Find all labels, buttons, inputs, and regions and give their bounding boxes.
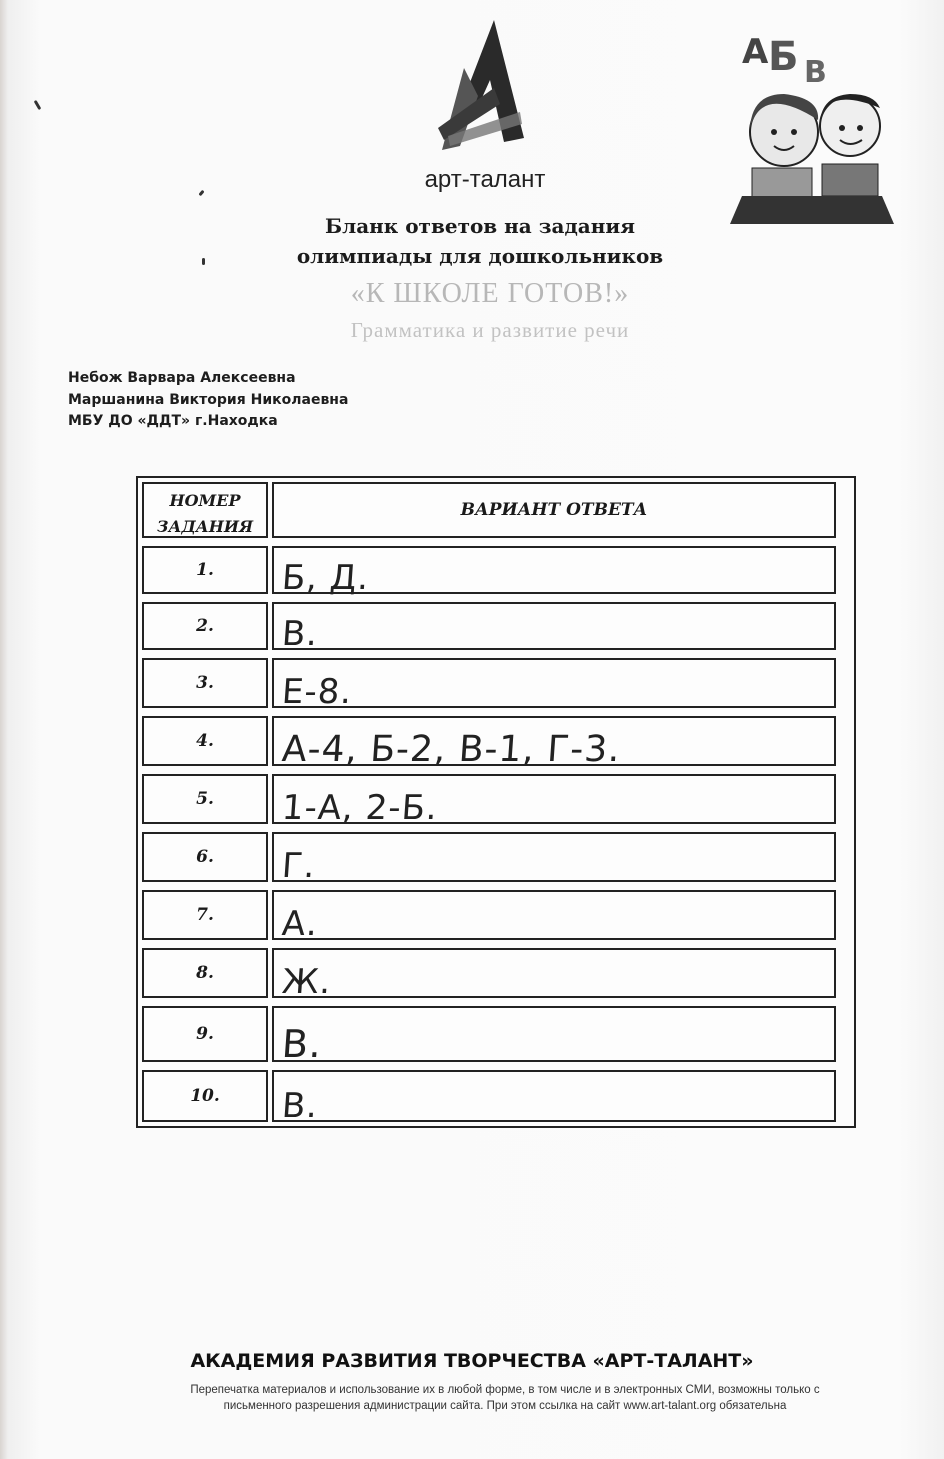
- student-name: Небож Варвара Алексеевна: [68, 370, 296, 386]
- table-row: [138, 542, 854, 598]
- handwritten-answer: В.: [280, 614, 320, 654]
- children-reading-illustration-icon: [722, 28, 897, 228]
- handwritten-answer: Б, Д.: [280, 558, 371, 598]
- svg-text:Б: Б: [768, 34, 799, 80]
- task-number: 5.: [196, 789, 214, 809]
- task-number: 7.: [196, 905, 214, 925]
- brand-name: арт-талант: [424, 166, 546, 193]
- handwritten-answer: Е-8.: [280, 672, 354, 712]
- institution-name: МБУ ДО «ДДТ» г.Находка: [68, 413, 278, 429]
- footer-note-line-2: письменного разрешения администрации сайта. При этом ссылка на сайт www.art-talant.org обязательна: [223, 1400, 787, 1412]
- scan-speck: [34, 100, 42, 110]
- handwritten-answer: В.: [280, 1022, 324, 1066]
- title-line-1: Бланк ответов на задания: [325, 214, 635, 238]
- handwritten-answer: А.: [280, 904, 320, 944]
- table-row: [138, 654, 854, 712]
- table-row: [138, 828, 854, 886]
- handwritten-answer: В.: [280, 1086, 320, 1126]
- footer-copyright-note: [100, 1382, 910, 1414]
- footer-note-line-1: Перепечатка материалов и использование их в любой форме, в том числе и в электронных СМИ, возможны только с: [190, 1384, 820, 1396]
- table-row: [138, 1002, 854, 1066]
- task-number: 8.: [196, 963, 214, 983]
- scan-speck: [202, 258, 205, 265]
- table-row: [138, 886, 854, 944]
- task-number: 10.: [190, 1086, 220, 1106]
- svg-text:В: В: [804, 55, 827, 90]
- task-number: 2.: [196, 616, 214, 636]
- header-number-cell: [142, 482, 268, 538]
- handwritten-answer: Ж.: [280, 962, 333, 1002]
- task-number: 1.: [196, 560, 214, 580]
- table-row: [138, 770, 854, 828]
- scan-speck: [198, 190, 204, 197]
- table-header-row: [138, 478, 854, 542]
- header-answer-cell: [272, 482, 836, 538]
- header-number-label-2: ЗАДАНИЯ: [156, 517, 254, 536]
- task-number: 9.: [196, 1024, 214, 1044]
- table-row: [138, 712, 854, 770]
- handwritten-answer: 1-А, 2-Б.: [280, 788, 440, 828]
- table-row: [138, 1066, 854, 1126]
- table-row: [138, 944, 854, 1002]
- task-number: 6.: [196, 847, 214, 867]
- title-line-2: олимпиады для дошкольников: [296, 244, 664, 268]
- teacher-name: Маршанина Виктория Николаевна: [68, 392, 349, 408]
- olympiad-subject: Грамматика и развитие речи: [350, 318, 630, 342]
- svg-text:A: A: [742, 32, 769, 72]
- handwritten-answer: А-4, Б-2, В-1, Г-3.: [280, 729, 623, 770]
- answer-table: [136, 476, 856, 1128]
- handwritten-answer: Г.: [280, 846, 317, 886]
- header-answer-label: ВАРИАНТ ОТВЕТА: [460, 500, 648, 520]
- art-talant-logo-icon: [434, 20, 530, 150]
- task-number: 3.: [196, 673, 214, 693]
- footer-academy-title: АКАДЕМИЯ РАЗВИТИЯ ТВОРЧЕСТВА «АРТ-ТАЛАНТ»: [190, 1350, 754, 1372]
- header-number-label-1: НОМЕР: [169, 491, 241, 510]
- olympiad-name: «К ШКОЛЕ ГОТОВ!»: [350, 278, 630, 309]
- task-number: 4.: [196, 731, 214, 751]
- table-row: [138, 598, 854, 654]
